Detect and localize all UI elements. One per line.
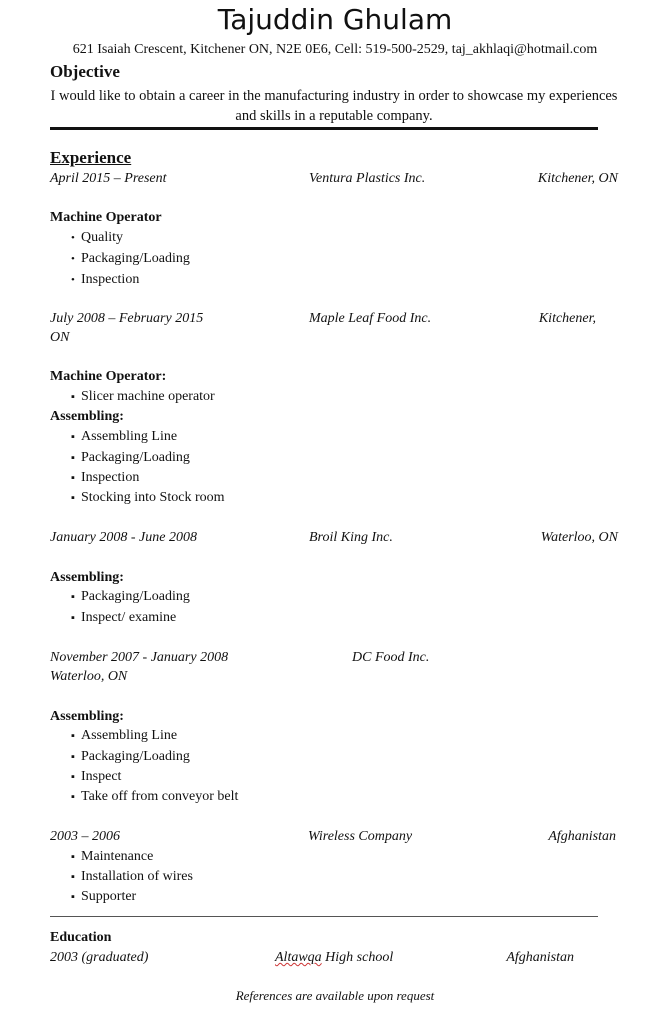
job-company: Wireless Company xyxy=(308,829,413,844)
list-item: ▪ Maintenance xyxy=(71,849,154,864)
references-note: References are available upon request xyxy=(235,988,435,1003)
list-item: ▪ Take off from conveyor belt xyxy=(71,789,239,804)
list-item: ▪ Assembling Line xyxy=(71,728,178,743)
job-location: Waterloo, ON xyxy=(50,669,128,684)
objective-text: I would like to obtain a career in the manufacturing industry in order to showcase my experiences and skills in a reputable company. xyxy=(50,88,618,124)
job-role: Machine Operator xyxy=(50,210,162,225)
job-role: Machine Operator: xyxy=(50,369,167,384)
job-role: Assembling: xyxy=(50,709,124,724)
job-company: Broil King Inc. xyxy=(309,530,393,545)
job-dates: November 2007 - January 2008 xyxy=(50,650,229,665)
list-item: • Quality xyxy=(71,230,123,245)
thick-divider xyxy=(50,127,598,130)
list-item: ▪ Inspect/ examine xyxy=(71,610,177,625)
objective-heading: Objective xyxy=(50,62,120,81)
list-item: • Inspection xyxy=(71,272,140,287)
job-location: Kitchener, ON xyxy=(537,171,618,186)
list-item: ▪ Stocking into Stock room xyxy=(71,490,225,505)
job-dates: 2003 – 2006 xyxy=(50,829,120,844)
job-role: Assembling: xyxy=(50,409,124,424)
education-dates: 2003 (graduated) xyxy=(50,950,149,965)
thin-divider xyxy=(50,916,598,917)
job-location: Afghanistan xyxy=(548,829,616,844)
list-item: ▪ Inspect xyxy=(71,769,122,784)
resume-name: Tajuddin Ghulam xyxy=(217,3,453,36)
education-heading: Education xyxy=(50,930,112,945)
job-company: Maple Leaf Food Inc. xyxy=(309,311,432,326)
list-item: ▪ Installation of wires xyxy=(71,869,193,884)
list-item: ▪ Packaging/Loading xyxy=(71,450,190,465)
list-item: ▪ Assembling Line xyxy=(71,429,178,444)
education-school: Altawqa High school xyxy=(275,950,394,965)
job-location-cont: ON xyxy=(50,330,70,345)
list-item: ▪ Supporter xyxy=(71,889,137,904)
job-dates: April 2015 – Present xyxy=(50,171,167,186)
job-dates: January 2008 - June 2008 xyxy=(50,530,197,545)
list-item: ▪ Slicer machine operator xyxy=(71,389,215,404)
list-item: ▪ Packaging/Loading xyxy=(71,749,190,764)
job-location: Kitchener, xyxy=(538,311,596,326)
job-company: Ventura Plastics Inc. xyxy=(309,171,426,186)
job-location: Waterloo, ON xyxy=(540,530,618,545)
contact-line: 621 Isaiah Crescent, Kitchener ON, N2E 0E6, Cell: 519-500-2529, taj_akhlaqi@hotmail.com xyxy=(72,42,598,57)
list-item: ▪ Packaging/Loading xyxy=(71,589,190,604)
job-company: DC Food Inc. xyxy=(352,650,430,665)
experience-heading: Experience xyxy=(50,148,132,167)
list-item: • Packaging/Loading xyxy=(71,251,190,266)
job-dates: July 2008 – February 2015 xyxy=(50,311,204,326)
job-role: Assembling: xyxy=(50,570,124,585)
list-item: ▪ Inspection xyxy=(71,470,140,485)
education-location: Afghanistan xyxy=(506,950,574,965)
